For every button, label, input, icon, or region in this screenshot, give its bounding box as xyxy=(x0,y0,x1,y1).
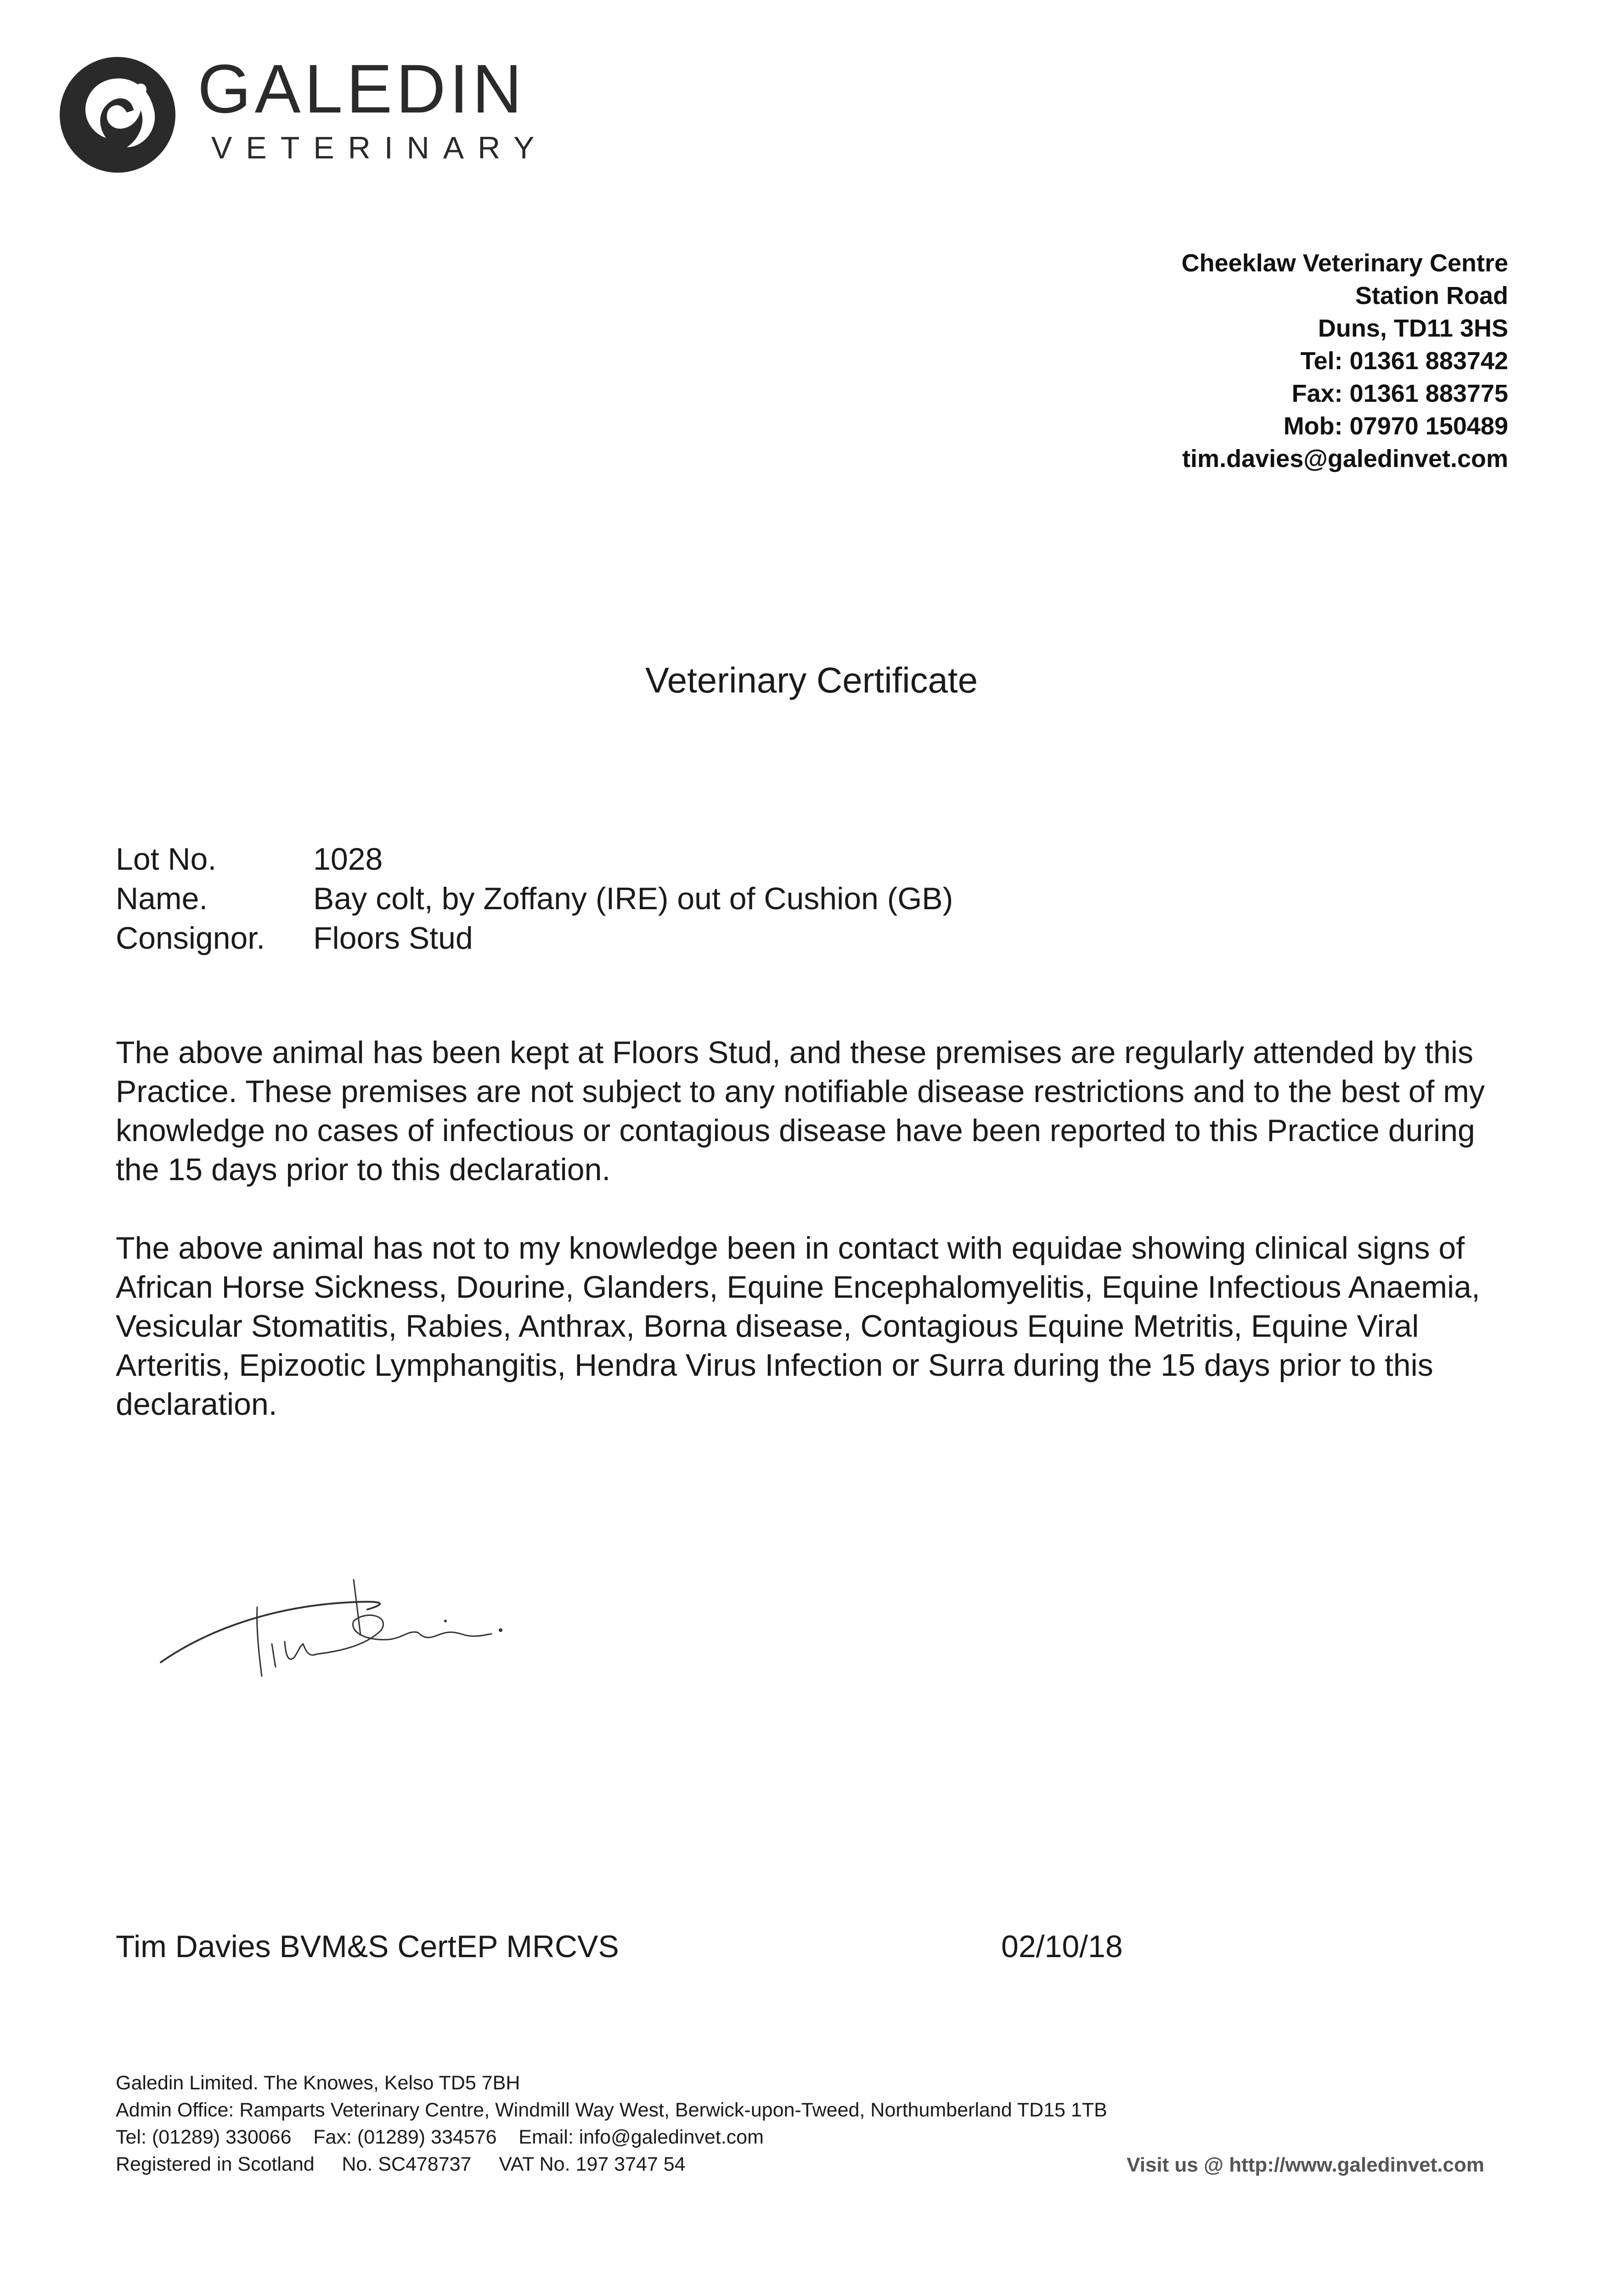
galedin-logo-icon xyxy=(60,57,175,173)
address-line: Duns, TD11 3HS xyxy=(1318,315,1508,342)
logo-subtitle: VETERINARY xyxy=(211,130,548,165)
handwritten-signature xyxy=(152,1552,556,1690)
detail-value: Floors Stud xyxy=(313,921,473,956)
footer-line: Admin Office: Ramparts Veterinary Centre, Windmill Way West, Berwick-upon-Tweed, Northumberland TD15 1TB xyxy=(116,2099,1107,2121)
footer-line: Registered in Scotland No. SC478737 VAT No. 197 3747 54 xyxy=(116,2153,686,2175)
address-line: Cheeklaw Veterinary Centre xyxy=(1181,249,1508,277)
footer-line: Galedin Limited. The Knowes, Kelso TD5 7BH xyxy=(116,2072,520,2094)
company-logo xyxy=(60,51,547,175)
detail-label: Lot No. xyxy=(116,842,217,877)
detail-row-lot xyxy=(116,839,953,879)
address-line: Station Road xyxy=(1355,282,1508,310)
detail-row-consignor xyxy=(116,918,953,958)
practice-address xyxy=(1182,247,1508,475)
footer-line: Tel: (01289) 330066 Fax: (01289) 334576 Email: info@galedinvet.com xyxy=(116,2126,764,2148)
mobile: Mob: 07970 150489 xyxy=(1283,412,1508,440)
detail-value: 1028 xyxy=(313,842,383,877)
company-footer xyxy=(116,2070,1107,2178)
email-address: tim.davies@galedinvet.com xyxy=(1182,445,1508,473)
detail-label: Name. xyxy=(116,881,208,916)
website-link[interactable]: Visit us @ http://www.galedinvet.com xyxy=(1127,2154,1484,2176)
detail-label: Consignor. xyxy=(116,921,265,956)
detail-value: Bay colt, by Zoffany (IRE) out of Cushion (GB) xyxy=(313,881,953,916)
telephone: Tel: 01361 883742 xyxy=(1300,347,1508,375)
fax: Fax: 01361 883775 xyxy=(1291,380,1508,407)
page-title: Veterinary Certificate xyxy=(645,660,978,700)
detail-row-name xyxy=(116,879,953,918)
lot-details xyxy=(116,839,953,958)
logo-wordmark: GALEDIN xyxy=(197,50,526,127)
signer-name: Tim Davies BVM&S CertEP MRCVS xyxy=(116,1929,619,1964)
declaration-paragraph: The above animal has been kept at Floors Stud, and these premises are regularly attended by this Practice. These premises are not subject to any notifiable disease restrictions and to the best of my knowledge no cases of infectious or contagious disease have been reported to this Practice during the 15 days prior to this declaration. xyxy=(116,1035,1485,1187)
disease-paragraph: The above animal has not to my knowledge been in contact with equidae showing clinical signs of African Horse Sickness, Dourine, Glanders, Equine Encephalomyelitis, Equine Infectious Anaemia, Vesicular Stomatitis, Rabies, Anthrax, Borna disease, Contagious Equine Metritis, Equine Viral Arteritis, Epizootic Lymphangitis, Hendra Virus Infection or Surra during the 15 days prior to this declaration. xyxy=(116,1231,1480,1422)
signature-date: 02/10/18 xyxy=(1001,1929,1123,1964)
